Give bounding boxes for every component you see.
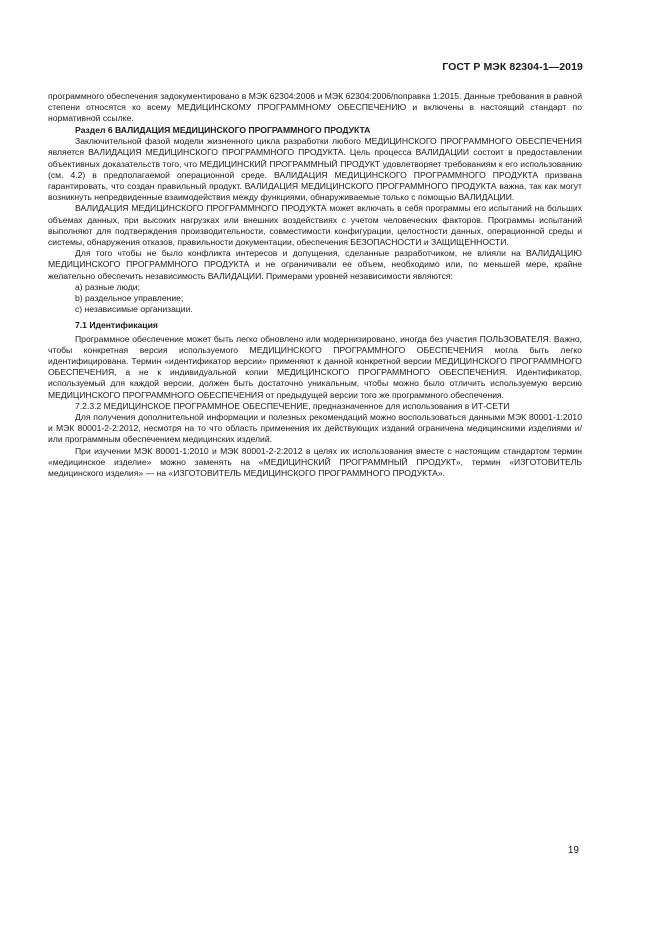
- section-6-paragraph-3: Для того чтобы не было конфликта интересов и допущения, сделанные разработчиком, не влияли на ВАЛИДАЦИЮ МЕДИЦИНСКОГО ПРОГРАММНОГО ПРОДУКТА и не ограничивали ее объем, необходимо или, по меньшей мере, крайне желательно обеспечить независимость ВАЛИДАЦИИ. Примерами уровней независимости являются:: [48, 248, 582, 281]
- document-body: [48, 91, 582, 479]
- list-item: a) разные люди;: [75, 281, 140, 292]
- section-6-paragraph-1: Заключительной фазой модели жизненного цикла разработки любого МЕДИЦИНСКОГО ПРОГРАММНОГО ОБЕСПЕЧЕНИЯ является ВАЛИДАЦИЯ МЕДИЦИНСКОГО ПРОГРАММНОГО ПРОДУКТА. Цель процесса ВАЛИДАЦИИ состоит в предоставлении объективных доказательств того, что МЕДИЦИНСКИЙ ПРОГРАММНЫЙ ПРОДУКТ удовлетворяет требованиям к его использованию (см. 4.2) в предполагаемой операционной среде. ВАЛИДАЦИЯ МЕДИЦИНСКОГО ПРОГРАММНОГО ПРОДУКТА призвана гарантировать, что создан правильный продукт. ВАЛИДАЦИЯ МЕДИЦИНСКОГО ПРОГРАММНОГО ПРОДУКТА важна, так как могут возникнуть непредвиденные взаимодействия между функциями, обнаруживаемые только с помощью ВАЛИДАЦИИ.: [48, 136, 582, 203]
- section-7-paragraph-4: При изучении МЭК 80001-1:2010 и МЭК 80001-2-2:2012 в целях их использования вместе с настоящим стандартом термин «медицинское изделие» можно заменять на «МЕДИЦИНСКИЙ ПРОГРАММНЫЙ ПРОДУКТ», термин «ИЗГОТОВИТЕЛЬ медицинского изделия» — на «ИЗГОТОВИТЕЛЬ МЕДИЦИНСКОГО ПРОГРАММНОГО ПРОДУКТА».: [48, 445, 582, 479]
- section-7-1-heading: 7.1 Идентификация: [75, 320, 158, 331]
- intro-paragraph: программного обеспечения задокументировано в МЭК 62304:2006 и МЭК 62304:2006/поправка 1:2015. Данные требования в равной степени относятся ко всему МЕДИЦИНСКОМУ ПРОГРАММНОМУ ОБЕСПЕЧЕНИЮ и включены в настоящий стандарт по нормативной ссылке.: [48, 91, 582, 124]
- independence-levels-list: [48, 282, 582, 316]
- section-7-2-3-2-paragraph: 7.2.3.2 МЕДИЦИНСКОЕ ПРОГРАММНОЕ ОБЕСПЕЧЕНИЕ, предназначенное для использования в ИТ-СЕТИ: [75, 400, 510, 411]
- section-7-paragraph-3: Для получения дополнительной информации и полезных рекомендаций можно воспользоваться данными МЭК 80001-1:2010 и МЭК 80001-2-2:2012, несмотря на то что область применения их действующих изданий ограничена медицинскими изделиями и/или программным обеспечением медицинских изделий.: [48, 412, 582, 445]
- section-7-1-paragraph-1: Программное обеспечение может быть легко обновлено или модернизировано, иногда без участия ПОЛЬЗОВАТЕЛЯ. Важно, чтобы конкретная версия используемого МЕДИЦИНСКОГО ПРОГРАММНОГО ОБЕСПЕЧЕНИЯ могла быть легко идентифицирована. Термин «идентификатор версии» применяют к данной конкретной версии МЕДИЦИНСКОГО ПРОГРАММНОГО ОБЕСПЕЧЕНИЯ, а не к индивидуальной копии МЕДИЦИНСКОГО ПРОГРАММНОГО ОБЕСПЕЧЕНИЯ. Идентификатор, используемый для каждой версии, должен быть достаточно уникальным, чтобы можно было отличить используемую версию МЕДИЦИНСКОГО ПРОГРАММНОГО ОБЕСПЕЧЕНИЯ от предыдущей версии того же программного обеспечения.: [48, 333, 582, 400]
- section-6-paragraph-2: ВАЛИДАЦИЯ МЕДИЦИНСКОГО ПРОГРАММНОГО ПРОДУКТА может включать в себя программы его испытаний на больших объемах данных, при высоких нагрузках или внешних воздействиях с учетом человеческих факторов. Программы испытаний выполняют для подтверждения производительности, совместимости конфигурации, целостности данных, операционной среды и системы, обнаружения отказов, правильности документации, обеспечения БЕЗОПАСНОСТИ и ЗАЩИЩЕННОСТИ.: [48, 203, 582, 248]
- list-item: c) независимые организации.: [75, 304, 193, 315]
- section-6-heading: Раздел 6 ВАЛИДАЦИЯ МЕДИЦИНСКОГО ПРОГРАММНОГО ПРОДУКТА: [75, 124, 371, 135]
- page-number: 19: [567, 845, 579, 856]
- list-item: b) раздельное управление;: [75, 293, 184, 304]
- document-code-header: ГОСТ Р МЭК 82304-1—2019: [442, 61, 583, 73]
